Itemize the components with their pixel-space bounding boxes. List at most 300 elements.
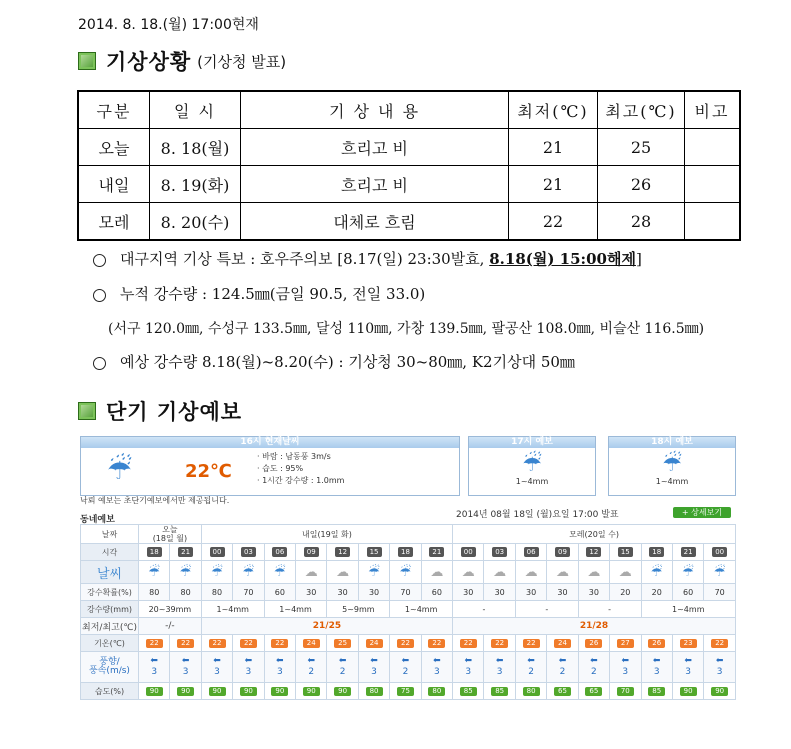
pop-cell: 30 bbox=[547, 584, 578, 601]
hum-cell bbox=[453, 683, 484, 700]
wind-arrow-icon: ⬅ bbox=[590, 656, 598, 666]
time-badge: 06 bbox=[272, 547, 287, 557]
hum-badge: 90 bbox=[209, 687, 226, 696]
weather-table bbox=[77, 90, 741, 241]
temp-badge: 22 bbox=[177, 639, 194, 648]
weather-cell bbox=[264, 561, 295, 584]
wind-speed: 3 bbox=[245, 667, 252, 677]
forecast-17-head: 17시 예보 bbox=[469, 437, 595, 448]
time-cell bbox=[201, 544, 232, 561]
weather-cell bbox=[139, 561, 170, 584]
wind-cell bbox=[390, 652, 421, 683]
section-title: 단기 기상예보 bbox=[106, 400, 243, 424]
current-info bbox=[257, 451, 344, 487]
hum-badge: 90 bbox=[303, 687, 320, 696]
weather-cell bbox=[327, 561, 358, 584]
warning-text: 대구지역 기상 특보 : 호우주의보 [8.17(일) 23:30발효, bbox=[120, 250, 490, 268]
time-cell bbox=[578, 544, 609, 561]
hum-cell bbox=[578, 683, 609, 700]
wind-arrow-icon: ⬅ bbox=[276, 656, 284, 666]
table-cell: 모레 bbox=[78, 203, 150, 241]
hum-cell bbox=[296, 683, 327, 700]
row-label: 기온(℃) bbox=[81, 635, 139, 652]
accumulated-detail: (서구 120.0㎜, 수성구 133.5㎜, 달성 110㎜, 가창 139.5㎜, 팔공산 108.0㎜, 비슬산 116.5㎜) bbox=[108, 321, 705, 337]
time-cell bbox=[421, 544, 452, 561]
temp-cell bbox=[704, 635, 736, 652]
pop-cell: 30 bbox=[296, 584, 327, 601]
temp-badge: 22 bbox=[523, 639, 540, 648]
bullet-accumulated bbox=[93, 283, 425, 304]
hum-cell bbox=[704, 683, 736, 700]
forecast-17-box bbox=[468, 436, 596, 496]
wind-speed: 3 bbox=[465, 667, 472, 677]
rain-icon: ☔ bbox=[713, 564, 726, 580]
weather-cell bbox=[578, 561, 609, 584]
table-cell: 8. 20(수) bbox=[150, 203, 241, 241]
hum-cell bbox=[672, 683, 703, 700]
temp-cell bbox=[578, 635, 609, 652]
time-cell bbox=[390, 544, 421, 561]
pop-cell: 70 bbox=[233, 584, 264, 601]
pop-cell: 80 bbox=[201, 584, 232, 601]
time-badge: 06 bbox=[524, 547, 539, 557]
table-cell bbox=[685, 166, 741, 203]
weather-cell bbox=[641, 561, 672, 584]
temp-cell bbox=[672, 635, 703, 652]
wind-arrow-icon: ⬅ bbox=[684, 656, 692, 666]
wind-cell bbox=[484, 652, 515, 683]
bullet-warning bbox=[93, 248, 642, 269]
wind-speed: 2 bbox=[591, 667, 597, 677]
table-row bbox=[78, 166, 740, 203]
table-row bbox=[78, 203, 740, 241]
time-cell bbox=[139, 544, 170, 561]
hum-cell bbox=[201, 683, 232, 700]
wind-arrow-icon: ⬅ bbox=[652, 656, 661, 666]
warning-cleared-text: 8.18(월) 15:00해제 bbox=[489, 250, 636, 268]
wind-speed: 3 bbox=[276, 667, 283, 677]
hum-cell bbox=[139, 683, 170, 700]
hum-badge: 80 bbox=[523, 687, 540, 696]
time-badge: 21 bbox=[429, 547, 444, 557]
circle-bullet-icon bbox=[93, 254, 106, 267]
weather-cell bbox=[421, 561, 452, 584]
row-wind bbox=[81, 652, 736, 683]
time-badge: 03 bbox=[492, 547, 507, 557]
table-cell: 25 bbox=[598, 129, 685, 166]
issued-time: 2014년 08월 18일 (월)요일 17:00 발표 bbox=[456, 510, 619, 520]
forecast-grid bbox=[80, 524, 736, 700]
circle-bullet-icon bbox=[93, 357, 106, 370]
pop-cell: 80 bbox=[139, 584, 170, 601]
wind-arrow-icon: ⬅ bbox=[370, 656, 378, 666]
wind-cell bbox=[170, 652, 201, 683]
hum-cell bbox=[515, 683, 546, 700]
rain-cloud-icon: ☔ bbox=[662, 452, 682, 477]
time-cell bbox=[264, 544, 295, 561]
wind-cell bbox=[201, 652, 232, 683]
col-header: 일 시 bbox=[150, 91, 241, 129]
table-cell: 21 bbox=[509, 129, 598, 166]
wind-speed: 3 bbox=[214, 667, 220, 677]
hum-cell bbox=[421, 683, 452, 700]
wind-arrow-icon: ⬅ bbox=[213, 656, 221, 666]
hum-badge: 90 bbox=[711, 687, 728, 696]
wind-speed: 3 bbox=[182, 667, 189, 677]
temp-badge: 22 bbox=[240, 639, 257, 648]
wind-arrow-icon: ⬅ bbox=[495, 656, 504, 666]
time-cell bbox=[672, 544, 703, 561]
temp-cell bbox=[641, 635, 672, 652]
rain-icon: ☔ bbox=[211, 564, 223, 580]
section-title: 기상상황 bbox=[106, 50, 192, 74]
rain-icon: ☔ bbox=[274, 564, 286, 580]
time-badge: 21 bbox=[681, 547, 696, 557]
rain-cell: 1~4mm bbox=[641, 601, 736, 618]
rain-icon: ☔ bbox=[650, 564, 663, 580]
accumulated-text: 누적 강수량 : 124.5㎜(금일 90.5, 전일 33.0) bbox=[120, 285, 426, 303]
hum-badge: 75 bbox=[397, 687, 414, 696]
time-cell bbox=[453, 544, 484, 561]
time-badge: 09 bbox=[555, 547, 570, 557]
hum-badge: 80 bbox=[366, 687, 383, 696]
table-cell: 26 bbox=[598, 166, 685, 203]
bullet-expected bbox=[93, 351, 575, 372]
rain-icon: ☔ bbox=[682, 564, 694, 580]
forecast-18-head: 18시 예보 bbox=[609, 437, 735, 448]
wind-cell bbox=[547, 652, 578, 683]
row-temp bbox=[81, 635, 736, 652]
time-cell bbox=[170, 544, 201, 561]
row-label: 강수확률(%) bbox=[81, 584, 139, 601]
hum-cell bbox=[547, 683, 578, 700]
cloud-icon: ☁ bbox=[587, 564, 601, 580]
section-subtitle: (기상청 발표) bbox=[197, 52, 287, 71]
time-badge: 12 bbox=[586, 547, 601, 557]
weather-cell bbox=[484, 561, 515, 584]
forecast-18-box bbox=[608, 436, 736, 496]
hum-badge: 90 bbox=[177, 687, 194, 696]
time-badge: 15 bbox=[618, 547, 633, 557]
minmax-cell: 21/25 bbox=[201, 618, 452, 635]
wind-cell bbox=[139, 652, 170, 683]
rain-cell: - bbox=[578, 601, 641, 618]
temp-cell bbox=[610, 635, 641, 652]
wind-cell bbox=[453, 652, 484, 683]
hum-badge: 65 bbox=[554, 687, 571, 696]
wind-cell bbox=[358, 652, 389, 683]
time-badge: 12 bbox=[335, 547, 350, 557]
row-minmax bbox=[81, 618, 736, 635]
date-line: 2014. 8. 18.(월) 17:00현재 bbox=[78, 17, 259, 33]
row-label: 습도(%) bbox=[81, 683, 139, 700]
pop-cell: 30 bbox=[358, 584, 389, 601]
wind-speed: 3 bbox=[622, 667, 629, 677]
wind-cell bbox=[578, 652, 609, 683]
temp-cell bbox=[264, 635, 295, 652]
wind-arrow-icon: ⬅ bbox=[401, 656, 410, 666]
dong-forecast-label: 동네예보 bbox=[80, 515, 115, 525]
time-badge: 00 bbox=[712, 547, 727, 557]
temp-badge: 22 bbox=[711, 639, 728, 648]
temp-cell bbox=[453, 635, 484, 652]
row-pop bbox=[81, 584, 736, 601]
hum-badge: 90 bbox=[240, 687, 257, 696]
table-cell: 흐리고 비 bbox=[241, 129, 509, 166]
section-header-weather bbox=[78, 46, 286, 76]
table-cell: 8. 18(월) bbox=[150, 129, 241, 166]
minmax-cell: -/- bbox=[139, 618, 202, 635]
wind-arrow-icon: ⬅ bbox=[181, 656, 190, 666]
temp-cell bbox=[139, 635, 170, 652]
current-weather-head: 16시 현재날씨 bbox=[81, 437, 459, 448]
table-cell bbox=[685, 129, 741, 166]
time-cell bbox=[515, 544, 546, 561]
time-badge: 15 bbox=[367, 547, 382, 557]
weather-cell bbox=[296, 561, 327, 584]
wind-speed: 3 bbox=[716, 667, 723, 677]
col-header: 최고(℃) bbox=[598, 91, 685, 129]
cloud-icon: ☁ bbox=[524, 564, 538, 580]
weather-cell bbox=[515, 561, 546, 584]
row-label: 최저/최고(℃) bbox=[81, 618, 139, 635]
wind-cell bbox=[264, 652, 295, 683]
table-cell: 21 bbox=[509, 166, 598, 203]
day-tomorrow: 내일(19일 화) bbox=[201, 525, 452, 544]
temp-cell bbox=[390, 635, 421, 652]
bullet-square-icon bbox=[78, 402, 96, 420]
temp-badge: 24 bbox=[303, 639, 320, 648]
rain-cell: - bbox=[453, 601, 516, 618]
hum-badge: 80 bbox=[428, 687, 445, 696]
temp-cell bbox=[201, 635, 232, 652]
row-label: 시각 bbox=[81, 544, 139, 561]
wind-speed: 3 bbox=[433, 667, 440, 677]
section-header-forecast bbox=[78, 396, 242, 426]
wind-arrow-icon: ⬅ bbox=[715, 656, 724, 666]
temp-badge: 25 bbox=[334, 639, 351, 648]
wind-speed: 3 bbox=[496, 667, 503, 677]
rain-cell: 1~4mm bbox=[264, 601, 327, 618]
rain-cell: 5~9mm bbox=[327, 601, 390, 618]
bullet-square-icon bbox=[78, 52, 96, 70]
current-humidity: · 습도 : 95% bbox=[257, 464, 304, 473]
time-cell bbox=[704, 544, 736, 561]
temp-cell bbox=[358, 635, 389, 652]
rain-cell: - bbox=[515, 601, 578, 618]
time-cell bbox=[547, 544, 578, 561]
hum-cell bbox=[484, 683, 515, 700]
hum-badge: 90 bbox=[334, 687, 351, 696]
hum-cell bbox=[264, 683, 295, 700]
col-header: 기 상 내 용 bbox=[241, 91, 509, 129]
rain-cloud-icon: ☔ bbox=[107, 453, 133, 486]
time-cell bbox=[484, 544, 515, 561]
table-cell: 오늘 bbox=[78, 129, 150, 166]
table-cell: 8. 19(화) bbox=[150, 166, 241, 203]
row-weather bbox=[81, 561, 736, 584]
hum-badge: 90 bbox=[146, 687, 163, 696]
temp-cell bbox=[547, 635, 578, 652]
rain-cell: 20~39mm bbox=[139, 601, 202, 618]
table-header-row bbox=[78, 91, 740, 129]
temp-badge: 22 bbox=[491, 639, 508, 648]
time-badge: 18 bbox=[398, 547, 413, 557]
row-label: 날씨 bbox=[81, 561, 139, 584]
lightning-note: 낙뢰 예보는 초단기예보에서만 제공됩니다. bbox=[80, 496, 230, 505]
wind-speed: 2 bbox=[402, 667, 409, 677]
temp-badge: 22 bbox=[146, 639, 163, 648]
wind-cell bbox=[327, 652, 358, 683]
forecast-panel bbox=[80, 434, 740, 746]
hum-badge: 85 bbox=[491, 687, 508, 696]
rain-cell: 1~4mm bbox=[390, 601, 453, 618]
temp-badge: 24 bbox=[366, 639, 383, 648]
wind-cell bbox=[641, 652, 672, 683]
wind-arrow-icon: ⬅ bbox=[307, 656, 315, 666]
temp-badge: 24 bbox=[554, 639, 571, 648]
expected-text: 예상 강수량 8.18(월)~8.20(수) : 기상청 30~80㎜, K2기상대 50㎜ bbox=[120, 353, 575, 371]
time-cell bbox=[641, 544, 672, 561]
row-hum bbox=[81, 683, 736, 700]
forecast-18-rain: 1~4mm bbox=[655, 477, 689, 486]
weather-cell bbox=[358, 561, 389, 584]
weather-cell bbox=[201, 561, 232, 584]
hum-badge: 90 bbox=[680, 687, 697, 696]
wind-speed: 2 bbox=[559, 667, 566, 677]
temp-badge: 22 bbox=[460, 639, 477, 648]
wind-arrow-icon: ⬅ bbox=[433, 656, 441, 666]
wind-cell bbox=[296, 652, 327, 683]
wind-arrow-icon: ⬅ bbox=[527, 656, 535, 666]
hum-cell bbox=[390, 683, 421, 700]
temp-badge: 22 bbox=[428, 639, 445, 648]
table-cell: 대체로 흐림 bbox=[241, 203, 509, 241]
table-cell bbox=[685, 203, 741, 241]
hum-badge: 85 bbox=[460, 687, 477, 696]
temp-badge: 22 bbox=[271, 639, 288, 648]
wind-cell bbox=[515, 652, 546, 683]
pop-cell: 30 bbox=[515, 584, 546, 601]
wind-arrow-icon: ⬅ bbox=[464, 656, 473, 666]
temp-cell bbox=[170, 635, 201, 652]
temp-badge: 26 bbox=[585, 639, 602, 648]
pop-cell: 20 bbox=[641, 584, 672, 601]
pop-cell: 30 bbox=[484, 584, 515, 601]
rain-icon: ☔ bbox=[399, 564, 412, 580]
hum-cell bbox=[641, 683, 672, 700]
row-time bbox=[81, 544, 736, 561]
table-cell: 22 bbox=[509, 203, 598, 241]
pop-cell: 70 bbox=[704, 584, 736, 601]
table-cell: 흐리고 비 bbox=[241, 166, 509, 203]
wind-arrow-icon: ⬅ bbox=[244, 656, 253, 666]
pop-cell: 80 bbox=[170, 584, 201, 601]
time-cell bbox=[610, 544, 641, 561]
temp-badge: 27 bbox=[617, 639, 634, 648]
wind-arrow-icon: ⬅ bbox=[621, 656, 630, 666]
time-cell bbox=[327, 544, 358, 561]
hum-badge: 70 bbox=[617, 687, 634, 696]
rain-cell: 1~4mm bbox=[201, 601, 264, 618]
rain-icon: ☔ bbox=[179, 564, 192, 580]
day-after: 모레(20일 수) bbox=[453, 525, 736, 544]
weather-cell bbox=[170, 561, 201, 584]
wind-speed: 2 bbox=[339, 667, 346, 677]
wind-speed: 2 bbox=[308, 667, 315, 677]
hum-badge: 65 bbox=[585, 687, 602, 696]
current-rain: · 1시간 강수량 : 1.0mm bbox=[257, 476, 345, 485]
wind-arrow-icon: ⬅ bbox=[338, 656, 347, 666]
col-header: 비고 bbox=[685, 91, 741, 129]
time-badge: 03 bbox=[241, 547, 256, 557]
rain-icon: ☔ bbox=[148, 564, 161, 580]
weather-cell bbox=[453, 561, 484, 584]
minmax-cell: 21/28 bbox=[453, 618, 736, 635]
temp-cell bbox=[296, 635, 327, 652]
time-cell bbox=[358, 544, 389, 561]
temp-cell bbox=[233, 635, 264, 652]
current-temp: 22℃ bbox=[185, 461, 232, 482]
col-header: 구분 bbox=[78, 91, 150, 129]
wind-arrow-icon: ⬅ bbox=[558, 656, 567, 666]
cloud-icon: ☁ bbox=[430, 564, 444, 580]
warning-end: ] bbox=[635, 250, 642, 268]
cloud-icon: ☁ bbox=[493, 564, 507, 580]
wind-speed: 3 bbox=[685, 667, 691, 677]
wind-cell bbox=[704, 652, 736, 683]
wind-cell bbox=[421, 652, 452, 683]
wind-cell bbox=[233, 652, 264, 683]
temp-badge: 22 bbox=[397, 639, 414, 648]
col-header: 최저(℃) bbox=[509, 91, 598, 129]
row-label: 강수량(mm) bbox=[81, 601, 139, 618]
temp-cell bbox=[484, 635, 515, 652]
wind-speed: 3 bbox=[151, 667, 158, 677]
circle-bullet-icon bbox=[93, 289, 106, 302]
temp-badge: 26 bbox=[648, 639, 665, 648]
time-cell bbox=[296, 544, 327, 561]
pop-cell: 60 bbox=[264, 584, 295, 601]
pop-cell: 30 bbox=[327, 584, 358, 601]
forecast-17-rain: 1~4mm bbox=[515, 477, 549, 486]
weather-cell bbox=[547, 561, 578, 584]
temp-badge: 22 bbox=[209, 639, 226, 648]
wind-speed: 3 bbox=[371, 667, 377, 677]
wind-cell bbox=[672, 652, 703, 683]
table-row bbox=[78, 129, 740, 166]
detail-view-button[interactable]: + 상세보기 bbox=[673, 507, 731, 518]
pop-cell: 60 bbox=[672, 584, 703, 601]
cloud-icon: ☁ bbox=[336, 564, 350, 580]
hum-cell bbox=[327, 683, 358, 700]
cloud-icon: ☁ bbox=[618, 564, 632, 580]
wind-cell bbox=[610, 652, 641, 683]
weather-cell bbox=[704, 561, 736, 584]
wind-speed: 2 bbox=[528, 667, 534, 677]
cloud-icon: ☁ bbox=[461, 564, 475, 580]
pop-cell: 20 bbox=[610, 584, 641, 601]
weather-cell bbox=[233, 561, 264, 584]
current-wind: · 바람 : 남동풍 3m/s bbox=[257, 452, 331, 461]
row-rain bbox=[81, 601, 736, 618]
wind-arrow-icon: ⬅ bbox=[150, 656, 158, 666]
weather-cell bbox=[610, 561, 641, 584]
temp-badge: 23 bbox=[680, 639, 697, 648]
table-cell: 28 bbox=[598, 203, 685, 241]
hum-cell bbox=[170, 683, 201, 700]
current-weather-box bbox=[80, 436, 460, 496]
